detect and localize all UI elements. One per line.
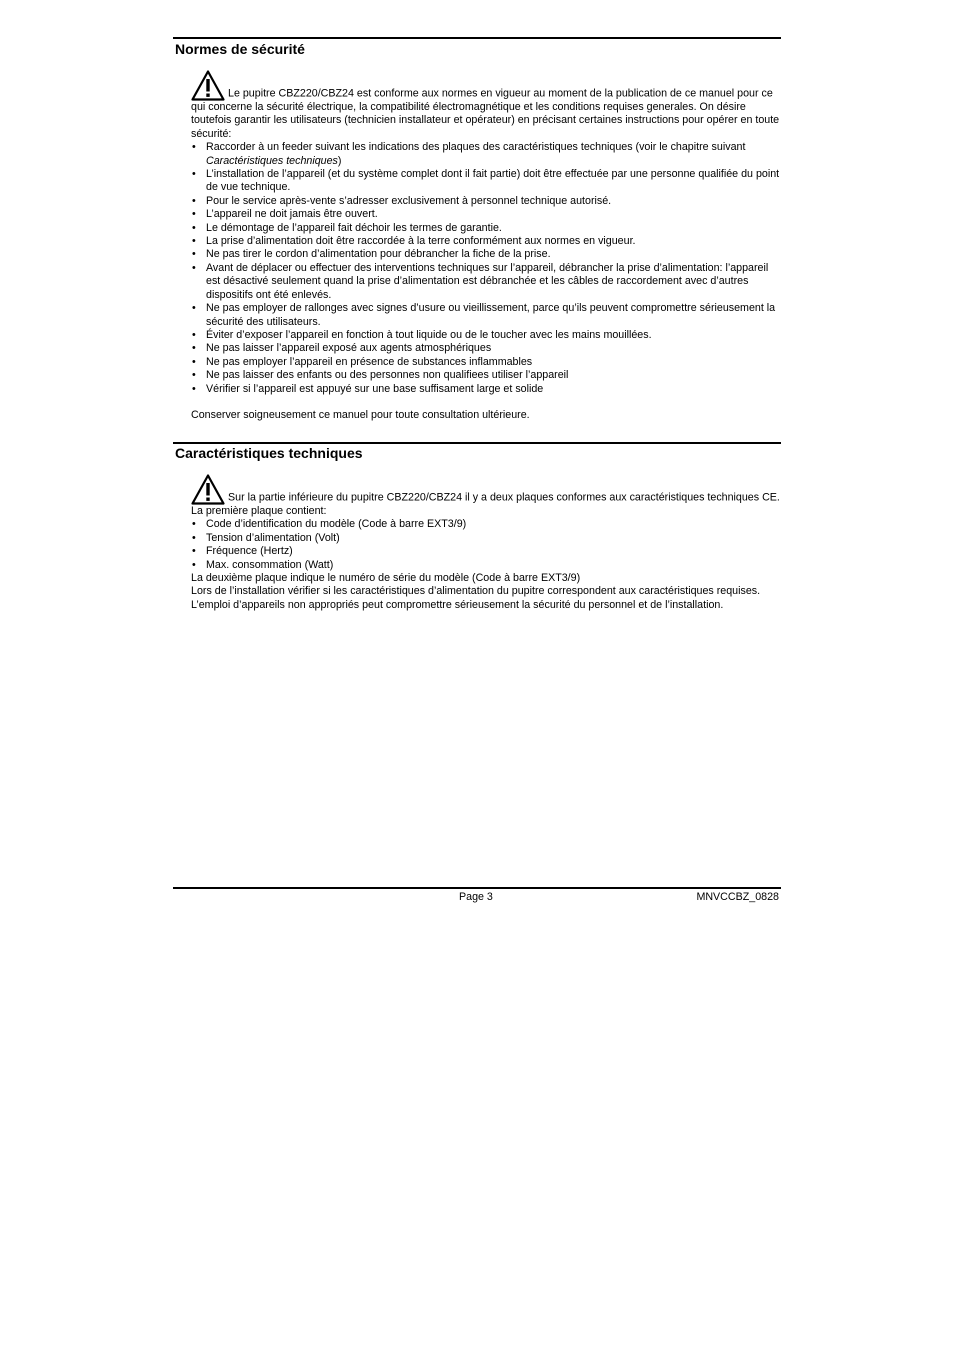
list-item: • Ne pas employer l’appareil en présence de substances inflammables [192,355,533,368]
list-item: • Ne pas tirer le cordon d’alimentation pour débrancher la fiche de la prise. [192,248,551,261]
bullet: • [192,531,196,544]
list-item: • Vérifier si l’appareil est appuyé sur une base suffisament large et solide [192,382,544,395]
list-item: • Raccorder à un feeder suivant les indications des plaques des caractéristiques techniques (voir le chapitre suivant Caractéristiques techniques) [192,141,746,167]
bullet: • [192,168,196,181]
safety-list [191,141,781,396]
bullet: • [192,382,196,395]
warning-icon [191,70,225,101]
bullet: • [192,261,196,274]
bullet: • [192,302,196,315]
bullet: • [192,545,196,558]
bullet: • [192,221,196,234]
specs-intro-text: Sur la partie inférieure du pupitre CBZ220/CBZ24 il y a deux plaques conformes aux caractéristiques techniques CE. [228,491,780,504]
first-plate-label: La première plaque contient: [191,505,327,517]
document-code: MNVCCBZ_0828 [696,891,779,903]
safety-intro-text: Le pupitre CBZ220/CBZ24 est conforme aux normes en vigueur au moment de la publication de ce manuel pour ce qui concerne la sécurité électrique, la compatibilité électromagnétique et les conditions requises generales. On désire toutefois garantir les utilisateurs (technicien installateur et opérateur) en précisant certaines instructions pour opérer en toute sécurité: [191,87,780,140]
safety-intro [191,70,781,141]
page-number: Page 3 [459,891,493,903]
list-item: • La prise d’alimentation doit être raccordée à la terre conformément aux normes en vigueur. [192,235,636,248]
list-item: • Le démontage de l’appareil fait déchoir les termes de garantie. [192,221,502,234]
list-item: • Fréquence (Hertz) [192,545,293,558]
list-item: • Code d’identification du modèle (Code à barre EXT3/9) [192,518,467,531]
list-item: • Pour le service après-vente s’adresser exclusivement à personnel technique autorisé. [192,194,612,207]
bullet: • [192,342,196,355]
plate-contents-list [191,518,781,572]
list-item: • L’installation de l’appareil (et du système complet dont il fait partie) doit être effectuée par une personne qualifiée du point de vue technique. [192,168,780,194]
bullet: • [192,369,196,382]
bullet: • [192,141,196,154]
second-plate-label: La deuxième plaque indique le numéro de série du modèle (Code à barre EXT3/9) [191,572,581,585]
specs-section [191,474,781,612]
list-item: • Tension d’alimentation (Volt) [192,531,340,544]
bullet: • [192,328,196,341]
safety-section [191,70,781,422]
safety-closing: Conserver soigneusement ce manuel pour toute consultation ultérieure. [191,408,530,421]
list-item: • Ne pas laisser des enfants ou des personnes non qualifiees utiliser l’appareil [192,369,569,382]
specs-intro [191,474,781,505]
section-title-specs: Caractéristiques techniques [175,445,363,461]
section-title-safety: Normes de sécurité [175,41,305,57]
specs-closing: Lors de l’installation vérifier si les caractéristiques d’alimentation du pupitre correspondent aux caractéristiques requises. L’emploi d’appareils non appropriés peut compromettre sérieusement la sécurité du personnel et de l’installation. [191,585,761,611]
bullet: • [192,518,196,531]
list-item: • L’appareil ne doit jamais être ouvert. [192,208,378,221]
bullet: • [192,355,196,368]
list-item: • Ne pas laisser l’appareil exposé aux agents atmosphériques [192,342,492,355]
footer-rule [173,887,781,889]
section-rule [173,442,781,444]
list-item: • Avant de déplacer ou effectuer des interventions techniques sur l’appareil, débrancher la prise d’alimentation: l’appareil est désactivé seulement quand la prise d’alimentation est débranchée et les câbles de raccordement avec d’autres dispositifs ont été enlevés. [192,261,769,301]
chapter-reference: Caractéristiques techniques [206,154,338,167]
warning-icon [191,474,225,505]
bullet: • [192,194,196,207]
list-item: • Éviter d’exposer l’appareil en fonction à tout liquide ou de le toucher avec les mains mouillées. [192,328,652,341]
bullet: • [192,235,196,248]
bullet: • [192,248,196,261]
list-item: • Max. consommation (Watt) [192,558,334,571]
top-rule [173,37,781,39]
list-item: • Ne pas employer de rallonges avec signes d’usure ou vieillissement, parce qu’ils peuvent compromettre sérieusement la sécurité des utilisateurs. [192,302,776,328]
bullet: • [192,558,196,571]
bullet: • [192,208,196,221]
